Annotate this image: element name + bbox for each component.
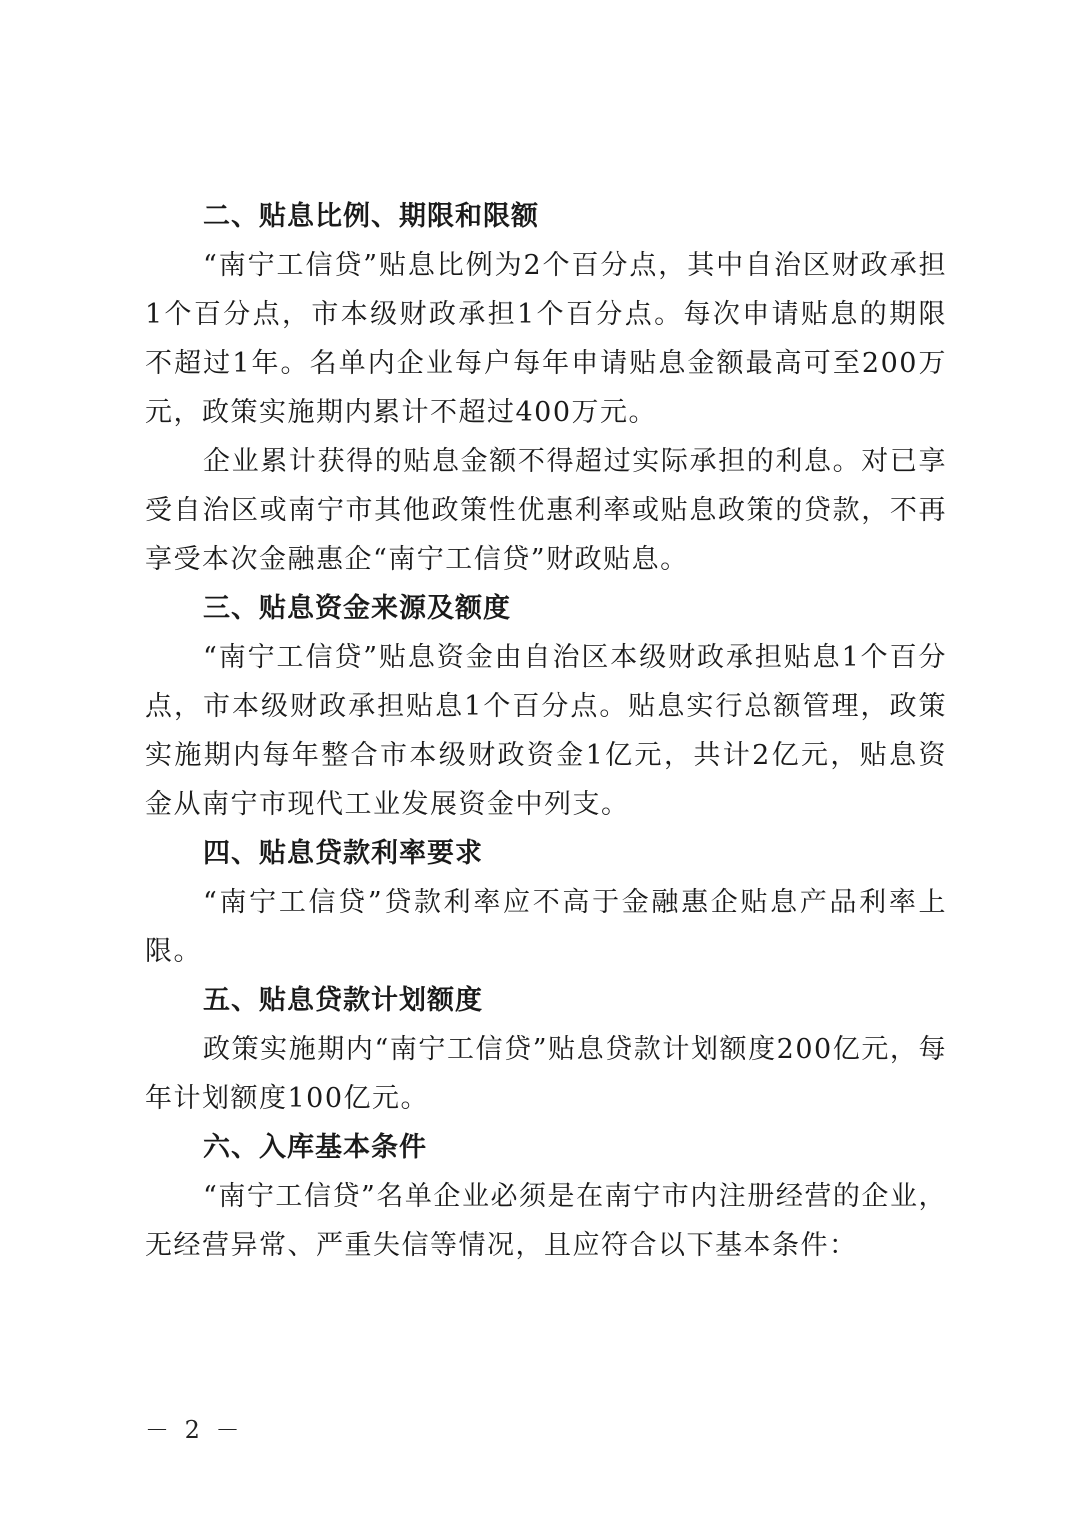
paragraph-interest-cap: 企业累计获得的贴息金额不得超过实际承担的利息。对已享受自治区或南宁市其他政策性优惠利率或贴息政策的贷款，不再享受本次金融惠企“南宁工信贷”财政贴息。 — [145, 446, 947, 575]
document-body — [145, 192, 947, 1270]
paragraph-interest-ratio-terms: “南宁工信贷”贴息比例为2个百分点，其中自治区财政承担1个百分点，市本级财政承担1个百分点。每次申请贴息的期限不超过1年。名单内企业每户每年申请贴息金额最高可至200万元，政策实施期内累计不超过400万元。 — [145, 250, 947, 428]
paragraph-loan-rate: “南宁工信贷”贷款利率应不高于金融惠企贴息产品利率上限。 — [145, 887, 947, 967]
section-heading-loan-quota: 五、贴息贷款计划额度 — [203, 985, 483, 1016]
section-heading-interest-ratio: 二、贴息比例、期限和限额 — [203, 201, 539, 232]
paragraph-loan-quota: 政策实施期内“南宁工信贷”贴息贷款计划额度200亿元，每年计划额度100亿元。 — [145, 1034, 947, 1114]
section-heading-admission-conditions: 六、入库基本条件 — [203, 1132, 427, 1163]
page-number: － 2 － — [145, 1416, 244, 1444]
section-heading-fund-source: 三、贴息资金来源及额度 — [203, 593, 511, 624]
paragraph-admission-conditions: “南宁工信贷”名单企业必须是在南宁市内注册经营的企业，无经营异常、严重失信等情况，且应符合以下基本条件： — [145, 1181, 947, 1261]
paragraph-fund-source: “南宁工信贷”贴息资金由自治区本级财政承担贴息1个百分点，市本级财政承担贴息1个百分点。贴息实行总额管理，政策实施期内每年整合市本级财政资金1亿元，共计2亿元，贴息资金从南宁市现代工业发展资金中列支。 — [145, 642, 947, 820]
section-heading-loan-rate: 四、贴息贷款利率要求 — [203, 838, 483, 869]
